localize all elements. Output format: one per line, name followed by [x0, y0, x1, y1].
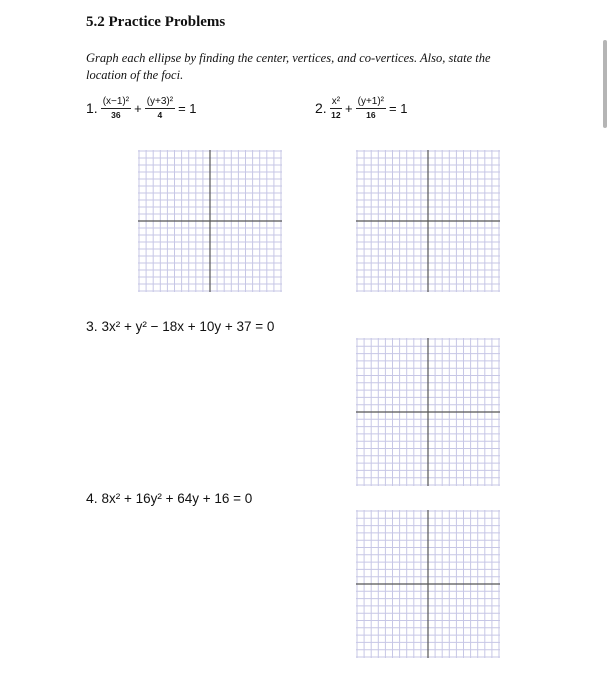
equals-one: = 1 [178, 100, 197, 116]
numerator: (x−1)² [102, 96, 130, 107]
denominator: 36 [111, 110, 121, 120]
fraction-term-1 [101, 97, 131, 120]
graph-grid-1[interactable] [138, 150, 282, 292]
fraction-term-2 [145, 97, 175, 120]
fraction-term-1 [330, 97, 342, 120]
plus-sign: + [345, 100, 353, 116]
problem-3 [86, 318, 274, 334]
problem-equation: 3x² + y² − 18x + 10y + 37 = 0 [101, 319, 275, 334]
problem-number: 4. [86, 490, 98, 506]
plus-sign: + [134, 100, 142, 116]
problem-number: 2. [315, 100, 327, 117]
scrollbar-thumb[interactable] [603, 40, 607, 128]
numerator: (y+3)² [146, 96, 174, 107]
problem-1 [86, 97, 197, 120]
numerator: (y+1)² [357, 96, 385, 107]
equals-one: = 1 [389, 100, 408, 116]
page-title: 5.2 Practice Problems [86, 14, 226, 30]
denominator: 16 [366, 110, 376, 120]
problem-2 [315, 97, 407, 120]
problem-equation: 8x² + 16y² + 64y + 16 = 0 [101, 491, 253, 506]
denominator: 4 [157, 110, 163, 120]
numerator: x² [331, 96, 341, 107]
graph-grid-4[interactable] [356, 510, 500, 658]
graph-grid-2[interactable] [356, 150, 500, 292]
problem-4 [86, 490, 252, 506]
instructions: Graph each ellipse by finding the center, vertices, and co-vertices. Also, state the location of the foci. [86, 51, 491, 82]
problem-number: 3. [86, 318, 98, 334]
denominator: 12 [331, 110, 341, 120]
problem-number: 1. [86, 100, 98, 117]
fraction-term-2 [356, 97, 386, 120]
graph-grid-3[interactable] [356, 338, 500, 486]
